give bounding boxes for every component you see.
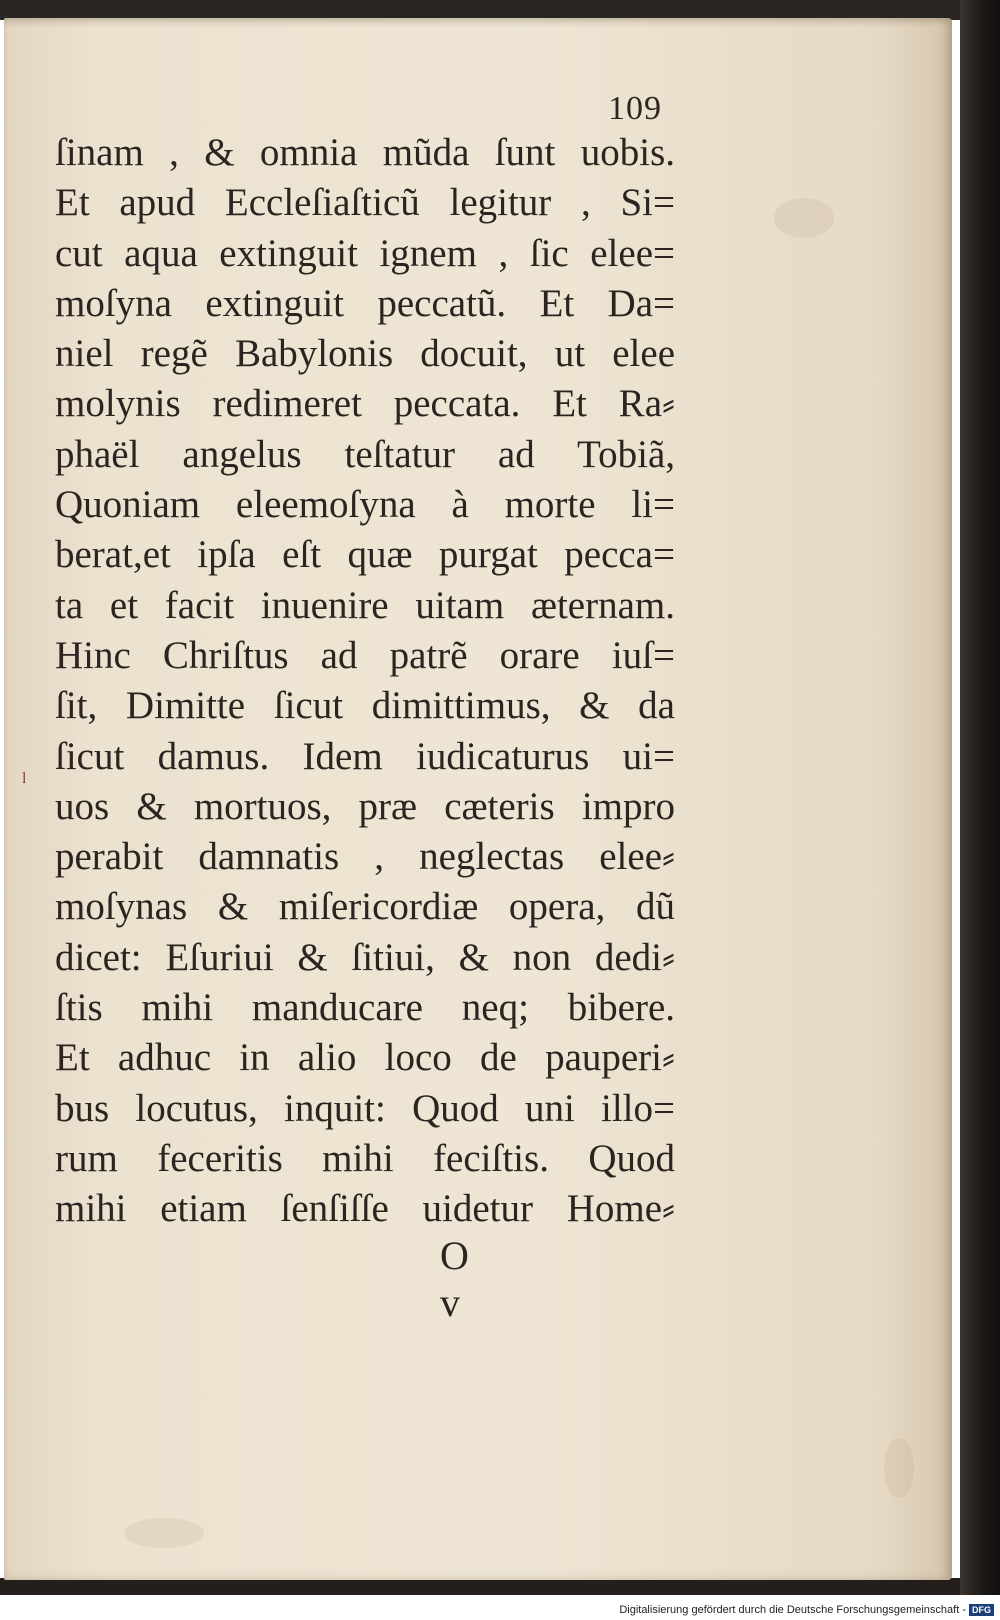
dfg-logo-icon: DFG <box>969 1604 994 1616</box>
page-number: 109 <box>608 90 662 127</box>
text-line: moſyna extinguit peccatũ. Et Da= <box>55 281 675 325</box>
text-line: ſit, Dimitte ſicut dimittimus, & da <box>55 684 675 728</box>
text-line: Et apud Eccleſiaſticũ legitur , Si= <box>55 181 675 225</box>
margin-mark: l <box>22 770 27 787</box>
text-line: rum feceritis mihi feciſtis. Quod <box>55 1136 675 1180</box>
text-line: ta et facit inuenire uitam æternam. <box>55 583 675 627</box>
signature-mark: O v <box>440 1233 503 1325</box>
text-line: phaël angelus teſtatur ad Tobiã, <box>55 432 675 476</box>
text-line: berat,et ipſa eſt quæ purgat pecca= <box>55 533 675 577</box>
text-line: mihi etiam ſenſiſſe uidetur Home⸗ <box>55 1187 675 1231</box>
text-line: Quoniam eleemoſyna à morte li= <box>55 483 675 527</box>
text-line: moſynas & miſericordiæ opera, dũ <box>55 885 675 929</box>
text-line: niel regẽ Babylonis docuit, ut elee <box>55 332 675 376</box>
text-line: Et adhuc in alio loco de pauperi⸗ <box>55 1036 675 1080</box>
body-text <box>55 128 675 1235</box>
footer-text: Digitalisierung gefördert durch die Deutsche Forschungsgemeinschaft - <box>619 1604 966 1616</box>
text-line: perabit damnatis , neglectas elee⸗ <box>55 835 675 879</box>
text-line: ſicut damus. Idem iudicaturus ui= <box>55 734 675 778</box>
text-line: ſtis mihi manducare neq; bibere. <box>55 986 675 1030</box>
text-line: uos & mortuos, præ cæteris impro <box>55 784 675 828</box>
text-line: molynis redimeret peccata. Et Ra⸗ <box>55 382 675 426</box>
text-line: Hinc Chriſtus ad patrẽ orare iuſ= <box>55 633 675 677</box>
scan-background-right <box>960 0 1000 1595</box>
text-line: cut aqua extinguit ignem , ſic elee= <box>55 231 675 275</box>
text-line: ſinam , & omnia mũda ſunt uobis. <box>55 131 675 174</box>
text-line: bus locutus, inquit: Quod uni illo= <box>55 1086 675 1130</box>
page-stain <box>124 1518 204 1548</box>
scan-background-bottom <box>0 1578 960 1595</box>
digitization-footer <box>619 1604 994 1616</box>
page-stain <box>774 198 834 238</box>
text-line: dicet: Eſuriui & ſitiui, & non dedi⸗ <box>55 935 675 979</box>
page-stain <box>884 1438 914 1498</box>
scan-background-top <box>0 0 1000 20</box>
